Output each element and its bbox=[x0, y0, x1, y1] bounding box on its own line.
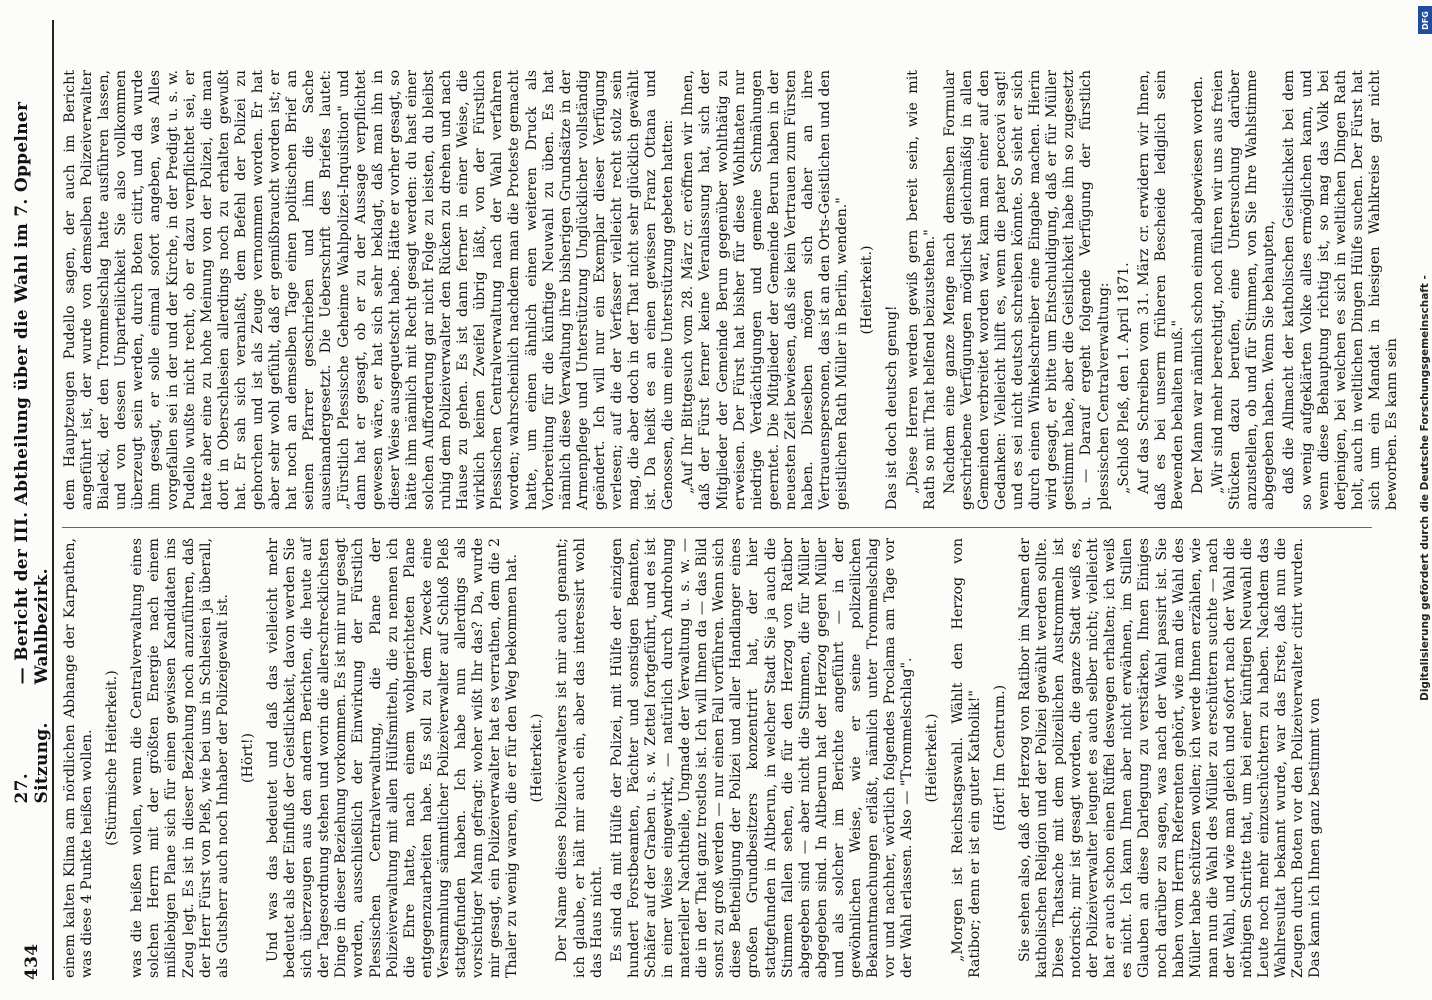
interjection: (Hört!) bbox=[239, 732, 256, 784]
paragraph: Der Name dieses Polizeiverwalters ist mir auch genannt; ich glaube, er hält mir auch ein, aber das interessirt wohl das Haus nicht. bbox=[554, 538, 605, 978]
paragraph: „Auf Ihr Bittgesuch vom 28. März cr. eröffnen wir Ihnen, daß der Fürst ferner keine Veranlassung hat, sich der Mitglieder der Gemeinde Berun gegenüber wohlthätig zu erweisen. Der Fürst hat bisher für diese Wohlthaten nur niedrige Verdächtigungen und gemeine Schmähungen geerntet. Die Mitglieder der Gemeinde Berun haben in der neuesten Zeit bewiesen, daß sie kein Vertrauen zum Fürsten haben. Dieselben mögen sich daher an ihre Vertrauenspersonen, das ist an den Orts-Geistlichen und den geistlichen Rath Müller in Berlin, wenden." bbox=[680, 70, 851, 510]
page-header bbox=[12, 20, 52, 980]
paragraph: Sie sehen also, daß der Herzog von Ratibor im Namen der katholischen Religion und der Polizei gewählt werden sollte. Diese Thatsache mit dem polizeilichen Austrommeln ist notorisch; mir ist gesagt worden, die ganze Stadt weiß es, der Polizeiverwalter leugnet es auch selber nicht; vielleicht hat er auch schon einen Rüffel deswegen erhalten; ich weiß es nicht. Ich kann Ihnen aber nicht erwähnen, im Stillen Glauben an diese Darlegung zu verstärken, Ihnen Einiges noch darüber zu sagen, was nach der Wahl passirt ist. Sie haben vom Herrn Referenten gehört, wie man die Wahl des Müller habe schützen wollen; ich werde Ihnen erzählen, wie man nun die Wahl des Müller zu erschüttern suchte — nach der Wahl, und wie man gleich und sofort nach der Wahl die nöthigen Schritte that, um bei einer künftigen Neuwahl die Leute noch mehr einzuschüchtern zu haben. Nachdem das Wahlresultat bekannt wurde, war das Erste, daß nun die Zeugen durch Boten vor den Polizeiverwalter citirt wurden. Das kann ich Ihnen ganz bestimmt von bbox=[1016, 538, 1324, 978]
session-label: 27. Sitzung. bbox=[12, 722, 52, 804]
paragraph: „Wir sind mehr berechtigt, noch führen wir uns aus freien Stücken dazu berufen, eine Untersuchung darüber anzustellen, ob und für Stimmen, von Sie Ihre Wahlstimme abgegeben haben. Wenn Sie behaupten, bbox=[1210, 70, 1278, 510]
paragraph: Es sind da mit Hülfe der Polizei, mit Hülfe der einzigen hundert Forstbeamten, Pächter und sonstigen Beamten, Schäfer auf der Graben u. s. w. Zettel fortgeführt, und es ist in einer Weise eingewirkt, — natürlich durch Androhung materieller Nachtheile, Ungnade der Verwaltung u. s. w. — die in der That ganz trostlos ist. Ich will Ihnen da — das Bild sonst zu groß werden — nur einen Fall vorführen. Wenn sich diese Betheiligung der Polizei und aller Handlanger eines großen Grundbesitzers konzentrirt hat, der hier stattgefunden in Altberun, in welcher Stadt Sie ja auch die Stimmen fallen sehen, die für den Herzog von Ratibor abgegeben sind — aber nicht die Stimmen, die für Müller abgegeben sind. In Altberun hat der Herzog gegen Müller und als solcher im Berichte angeführt — in der gewöhnlichen Weise, wie er seine polizeilichen Bekanntmachungen erläßt, nämlich unter Trommelschlag vor und nachher, wörtlich folgendes Proclama am Tage vor der Wahl erlassen. Also — "Trommelschlag". bbox=[608, 538, 916, 978]
interjection: (Heiterkeit.) bbox=[859, 245, 876, 335]
left-column bbox=[62, 538, 1327, 978]
digitization-credit-text: Digitalisierung gefördert durch die Deutsche Forschungsgemeinschaft - bbox=[1419, 275, 1431, 701]
interjection: (Hört! Im Centrum.) bbox=[991, 684, 1008, 832]
paragraph: daß die Allmacht der katholischen Geistlichkeit bei dem so wenig aufgeklärten Volke alles ermöglichen kann, und wenn diese Behauptung richtig ist, so mag das Volk bei derjenigen, bei welchen es sich in weltlichen Dingen Rath holt, auch in weltlichen Dingen Hülfe suchen. Der Fürst hat sich um ein Mandat in hiesigen Wahlkreise gar nicht beworben. Es kann sein bbox=[1281, 70, 1401, 510]
column-divider bbox=[62, 527, 1372, 528]
paragraph: „Schloß Pleß, den 1. April 1871. bbox=[1115, 262, 1132, 494]
paragraph: Auf das Schreiben vom 31. März cr. erwidern wir Ihnen, daß es bei unserm früheren Bescheide lediglich sein Bewenden behalten muß." bbox=[1135, 70, 1186, 510]
paragraph: Und was das bedeutet und daß das vielleicht mehr bedeutet als der Einfluß der Geistlichkeit, davon werden Sie sich überzeugen aus den andern Berichten, die heute auf der Tagesordnung stehen und worin die allerschrecklichsten Dinge in dieser Beziehung vorkommen. Es ist mir nur gesagt worden, ausschließlich der Einwirkung der Fürstlich Plessischen Centralverwaltung, die Plane der Polizeiverwaltung mit allen Hülfsmitteln, die zu nennen ich die Ehre hatte, nach einem wohlgerichteten Plane entgegenzuarbeiten habe. Es soll zu dem Zwecke eine Versammlung sämmtlicher Polizeiverwalter auf Schloß Pleß stattgefunden haben. Ich habe nun allerdings als vorsichtiger Mann gefragt: woher wißt Ihr das? Da, wurde mir gesagt, ein Polizeiverwalter hat es verrathen, dem die 2 Thaler zu wenig waren, die er für den Weg bekommen hat. bbox=[264, 538, 521, 978]
page-number: 434 bbox=[22, 943, 42, 980]
dfg-logo-text: DFG bbox=[1420, 10, 1430, 30]
paragraph: dem Hauptzeugen Pudello sagen, der auch im Bericht angeführt ist, der wurde von demselben Polizeiverwalter Bialecki, der den Trommelschlag hatte ausführen lassen, und von dessen Unparteilichkeit Sie also vollkommen überzeugt sein werden, durch Boten citirt, und da wurde ihm gesagt, er solle einmal sofort angeben, was Alles vorgefallen sei in der und der Kirche, in der Predigt u. s. w. Pudello wußte nicht recht, ob er dazu verpflichtet sei, er hatte aber eine zu hohe Meinung von der Polizei, die man dort in Oberschlesien allerdings noch zu erhalten gewußt hat. Er sah sich veranlaßt, dem Befehl der Polizei zu gehorchen und ist als Zeuge vernommen worden. Er hat aber sehr wohl gefühlt, daß er gemißbraucht worden ist; er hat noch an demselben Tage einen politischen Brief an seinen Pfarrer geschrieben und ihm die Sache auseinandergesetzt. Die Ueberschrift des Briefes lautet: „Fürstlich Plessische Geheime Wahlpolizei-Inquisition" und dann hat er gesagt, ob er zu der Aussage verpflichtet gewesen wäre, er hat sich sehr beklagt, daß man ihn in dieser Weise ausgequetscht habe. Hätte er vorher gesagt, so hätte ihm nämlich mit Recht gesagt werden: du hast einer solchen Aufforderung gar nicht Folge zu leisten, du bleibst ruhig dem Polizeiverwalter den Rücken zu drehen und nach Hause zu gehen. Es ist dann ferner in einer Weise, die wirklich keinen Zweifel übrig läßt, von der Fürstlich Plessischen Centralverwaltung nach der Wahl verfahren worden; wahrscheinlich nachdem man die Proteste gemacht hatte, um einen ähnlich einen weiteren Druck als Vorbereitung für die künftige Neuwahl zu üben. Es hat nämlich diese Verwaltung ihre bisherigen Grundsätze in der Armenpflege und Unterstützung Unglücklicher vollständig geändert. Ich will nur ein Exemplar dieser Verfügung verlesen; auf die der Verfasser vielleicht recht stolz sein mag, die aber doch in der That nicht sehr glücklich gewählt ist. Da heißt es an einen gewissen Franz Ottana und Genossen, die um eine Unterstützung gebeten hatten: bbox=[62, 70, 677, 510]
paragraph: Nachdem eine ganze Menge nach demselben Formular geschriebene Verfügungen möglichst gleichmäßig in allen Gemeinden verbreitet worden war, kam man einer auf den Gedanken: Vielleicht hilft es, wenn die pater peccavi sagt! und es sei nicht deutsch schreiben könnte. So sieht er sich durch einen Winkelschreiber eine Eingabe machen. Hierin wird gesagt, er bitte um Entschuldigung, daß er für Müller gestimmt habe, aber die Geistlichkeit habe ihn so zugesetzt u. — Darauf ergeht folgende Verfügung der fürstlich plessischen Centralverwaltung: bbox=[941, 70, 1112, 510]
digitization-credit bbox=[1418, 12, 1432, 988]
interjection: (Heiterkeit.) bbox=[924, 713, 941, 803]
interjection: (Stürmische Heiterkeit.) bbox=[104, 670, 121, 846]
paragraph: einem kalten Klima am nördlichen Abhange der Karpathen, was diese 4 Punkte heißen wollen. bbox=[62, 538, 96, 978]
right-column bbox=[62, 70, 1404, 510]
header-rule bbox=[52, 20, 54, 980]
interjection: (Heiterkeit.) bbox=[529, 713, 546, 803]
header-title: — Bericht der III. Abtheilung über die Wahl im 7. Oppelner Wahlbezirk. bbox=[12, 101, 52, 685]
paragraph: was die heißen wollen, wenn die Centralverwaltung eines solchen Herrn mit der größten Energie nach einem mißliebigen Plane sich für einen gewissen Kandidaten ins Zeug legt. Es ist in dieser Beziehung noch anzuführen, daß der Herr Fürst von Pleß, wie bei uns in Schlesien ja überall, als Gutsherr auch noch Inhaber der Polizeigewalt ist. bbox=[129, 538, 231, 978]
paragraph: „Diese Herren werden gewiß gern bereit sein, wie mit Rath so mit That helfend beizustehen." bbox=[904, 70, 938, 510]
paragraph: Das ist doch deutsch genug! bbox=[884, 305, 901, 510]
paragraph: Der Mann war nämlich schon einmal abgewiesen worden. bbox=[1190, 75, 1206, 494]
paragraph: „Morgen ist Reichstagswahl. Wählt den Herzog von Ratibor; denn er ist ein guter Katholik!" bbox=[949, 538, 983, 978]
